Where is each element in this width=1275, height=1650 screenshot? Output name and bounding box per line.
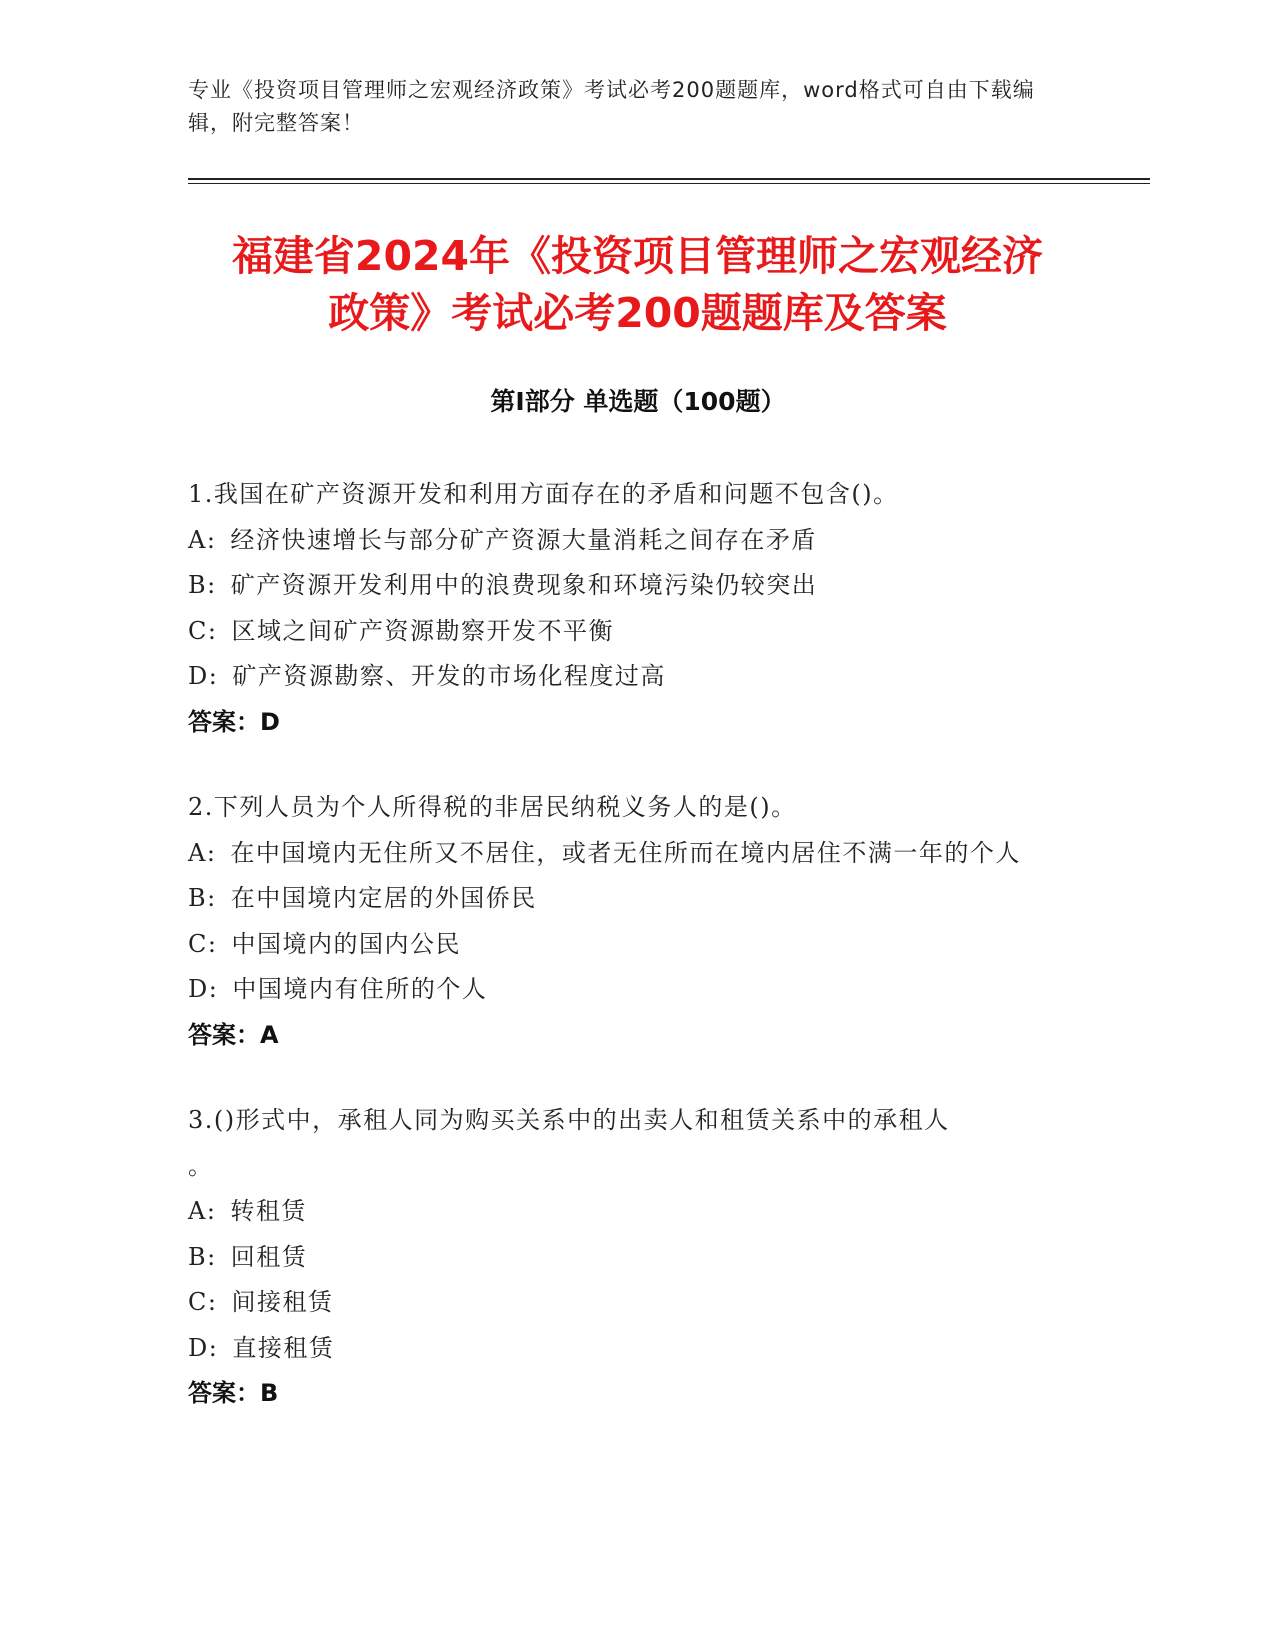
option-text: 区域之间矿产资源勘察开发不平衡 [231,616,614,645]
option-d [188,967,1068,1013]
document-title [150,228,1125,342]
header-rule-thin [188,183,1150,184]
answer: 答案：D [188,707,280,736]
option-text: 回租赁 [230,1242,308,1271]
question-stem-continuation: 。 [188,1151,214,1180]
question-2 [188,785,1068,1058]
option-text: 间接租赁 [231,1288,334,1316]
document-title-line-2: 政策》考试必考200题题库及答案 [328,289,947,337]
section-title: 第Ⅰ部分 单选题（100题） [490,387,786,416]
option-text: 在中国境内定居的外国侨民 [230,884,537,912]
option-label: D: [188,1333,219,1362]
option-label: C: [188,929,218,958]
document-title-line-1: 福建省2024年《投资项目管理师之宏观经济 [231,232,1044,280]
option-text: 在中国境内无住所又不居住，或者无住所而在境内居住不满一年的个人 [230,838,1021,867]
option-b [188,563,1068,609]
question-3 [188,1098,1068,1417]
option-c [188,1280,1068,1326]
option-label: A: [188,525,217,554]
option-b [188,876,1068,922]
option-text: 转租赁 [230,1197,307,1225]
option-text: 中国境内有住所的个人 [232,975,488,1003]
option-text: 矿产资源勘察、开发的市场化程度过高 [232,662,666,690]
answer: 答案：A [188,1020,279,1049]
option-d [188,654,1068,700]
option-label: C: [188,1288,218,1316]
question-stem: 1.我国在矿产资源开发和利用方面存在的矛盾和问题不包含()。 [188,480,899,508]
question-stem: 2.下列人员为个人所得税的非居民纳税义务人的是()。 [188,793,797,821]
question-1 [188,472,1068,745]
option-c [188,922,1068,968]
option-label: A: [188,1197,217,1225]
question-list [188,472,1068,1457]
option-d [188,1326,1068,1372]
option-label: B: [188,884,217,912]
option-label: A: [188,838,217,867]
option-label: B: [188,1242,217,1271]
option-a [188,1189,1068,1235]
option-c [188,609,1068,655]
answer: 答案：B [188,1379,279,1407]
option-text: 经济快速增长与部分矿产资源大量消耗之间存在矛盾 [230,525,817,554]
option-label: D: [188,975,219,1003]
option-label: C: [188,616,218,645]
header-note: 专业《投资项目管理师之宏观经济政策》考试必考200题题库，word格式可自由下载编辑，附完整答案！ [188,78,1035,135]
option-text: 直接租赁 [232,1333,335,1362]
option-a [188,831,1068,877]
question-stem: 3.()形式中，承租人同为购买关系中的出卖人和租赁关系中的承租人 [188,1106,950,1134]
header-rule-thick [188,178,1150,180]
option-text: 矿产资源开发利用中的浪费现象和环境污染仍较突出 [230,571,818,599]
option-label: D: [188,662,219,690]
option-label: B: [188,571,217,599]
option-a [188,518,1068,564]
option-text: 中国境内的国内公民 [231,929,461,958]
option-b [188,1235,1068,1281]
